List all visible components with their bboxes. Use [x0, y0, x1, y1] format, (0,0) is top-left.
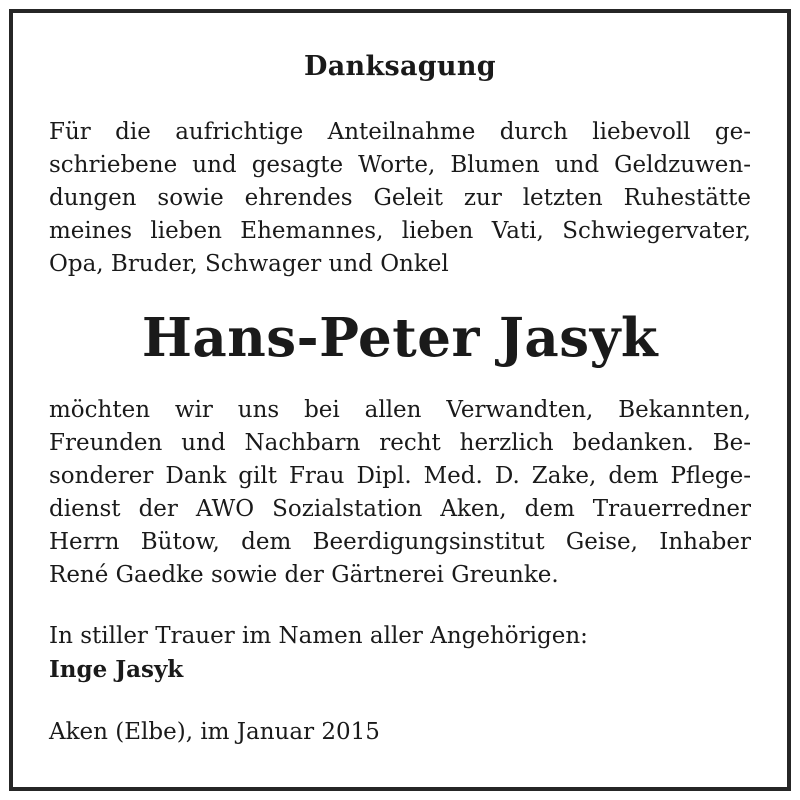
intro-line: schriebene und gesagte Worte, Blumen und Geldzuwen- [49, 152, 751, 178]
deceased-name: Hans-Peter Jasyk [141, 307, 659, 369]
thanks-line: dienst der AWO Sozialstation Aken, dem Trauerredner [49, 496, 751, 522]
closing-line: In stiller Trauer im Namen aller Angehörigen: [49, 623, 588, 649]
thanks-line: René Gaedke sowie der Gärtnerei Greunke. [49, 562, 559, 588]
notice-heading: Danksagung [304, 51, 496, 82]
thanks-line: möchten wir uns bei allen Verwandten, Bekannten, [49, 397, 751, 423]
thanks-line: Herrn Bütow, dem Beerdigungsinstitut Geise, Inhaber [49, 529, 751, 555]
intro-line: meines lieben Ehemannes, lieben Vati, Schwiegervater, [49, 218, 751, 244]
thanks-paragraph [49, 394, 751, 592]
intro-line: Opa, Bruder, Schwager und Onkel [49, 251, 449, 277]
place-date: Aken (Elbe), im Januar 2015 [49, 719, 380, 745]
thanks-line: sonderer Dank gilt Frau Dipl. Med. D. Zake, dem Pflege- [49, 463, 751, 489]
intro-line: Für die aufrichtige Anteilnahme durch liebevoll ge- [49, 119, 751, 145]
thanks-line: Freunden und Nachbarn recht herzlich bedanken. Be- [49, 430, 751, 456]
signer-name: Inge Jasyk [49, 656, 184, 683]
closing-block [49, 620, 588, 686]
intro-paragraph [49, 116, 751, 281]
intro-line: dungen sowie ehrendes Geleit zur letzten Ruhestätte [49, 185, 751, 211]
